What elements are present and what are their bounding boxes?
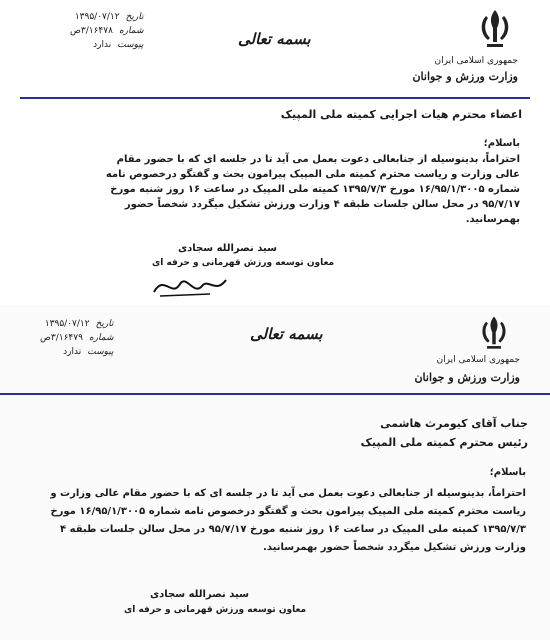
number-row [70, 24, 144, 38]
number-label: شماره [88, 333, 114, 343]
signature-scrawl-icon [150, 270, 230, 300]
letter-meta [40, 317, 114, 359]
letter-body: احتراماً، بدینوسیله از جنابعالی دعوت بعمل می آید تا در جلسه ای که با حضور مقام عالی وزارت و ریاست محترم کمیته ملی المپیک پیرامون بحث و گفتگو درخصوص نامه شماره ۱۶/۹۵/۱/۳۰۰۵ مورخ ۱۳۹۵/۷/۳ کمیته ملی المپیک در ساعت ۱۶ روز شنبه مورخ ۹۵/۷/۱۷ در محل سالن جلسات طبقه ۴ وزارت ورزش تشکیل میگردد شخصاً حضور بهمرسانید. [105, 154, 520, 225]
number-value: ۳/۱۶۴۷۹ص [40, 333, 83, 343]
org-line-1: جمهوری اسلامی ایران [436, 355, 520, 365]
number-row [40, 331, 114, 345]
attachment-row [70, 38, 144, 52]
attachment-value: ندارد [93, 40, 112, 50]
attachment-row [40, 345, 114, 359]
attachment-label: پیوست [117, 40, 144, 50]
greeting: باسلام؛ [483, 138, 520, 149]
attachment-value: ندارد [63, 347, 82, 357]
signer-title: معاون توسعه ورزش قهرمانی و حرفه ای [124, 605, 307, 615]
number-value: ۳/۱۶۴۷۸ص [70, 26, 113, 36]
iran-emblem-icon [474, 313, 514, 353]
signer-name: سید نصرالله سجادی [178, 243, 277, 254]
addressee-name: جناب آقای کیومرث هاشمی [380, 417, 528, 430]
org-line-2: وزارت ورزش و جوانان [414, 371, 520, 384]
date-label: تاریخ [95, 319, 114, 329]
letter-2 [0, 305, 550, 640]
date-row [40, 317, 114, 331]
date-value: ۱۳۹۵/۰۷/۱۲ [44, 319, 90, 329]
letter-meta [70, 10, 144, 52]
bismillah: بسمه تعالی [250, 325, 323, 343]
number-label: شماره [118, 26, 144, 36]
date-row [70, 10, 144, 24]
date-value: ۱۳۹۵/۰۷/۱۲ [74, 12, 120, 22]
iran-emblem-icon [472, 6, 518, 52]
bismillah: بسمه تعالی [238, 30, 311, 48]
signer-name: سید نصرالله سجادی [150, 589, 249, 600]
signer-title: معاون توسعه ورزش قهرمانی و حرفه ای [152, 258, 335, 268]
greeting: باسلام؛ [489, 467, 526, 478]
org-line-1: جمهوری اسلامی ایران [434, 56, 518, 66]
org-line-2: وزارت ورزش و جوانان [412, 70, 518, 83]
addressee-title: رئیس محترم کمیته ملی المپیک [360, 436, 528, 449]
date-label: تاریخ [125, 12, 144, 22]
letter-body: احتراماً، بدینوسیله از جنابعالی دعوت بعمل می آید تا در جلسه ای که با حضور مقام عالی وزارت و ریاست محترم کمیته ملی المپیک پیرامون بحث و گفتگو درخصوص نامه شماره ۱۶/۹۵/۱/۳۰۰۵ مورخ ۱۳۹۵/۷/۳ کمیته ملی المپیک در ساعت ۱۶ روز شنبه مورخ ۹۵/۷/۱۷ در محل سالن جلسات طبقه ۴ وزارت ورزش تشکیل میگردد شخصاً حضور بهمرسانید. [50, 488, 526, 553]
letter-1 [0, 0, 550, 305]
header-rule [20, 97, 530, 99]
header-rule [0, 393, 550, 395]
addressee: اعضاء محترم هیات اجرایی کمیته ملی المپیک [280, 108, 522, 121]
attachment-label: پیوست [87, 347, 114, 357]
